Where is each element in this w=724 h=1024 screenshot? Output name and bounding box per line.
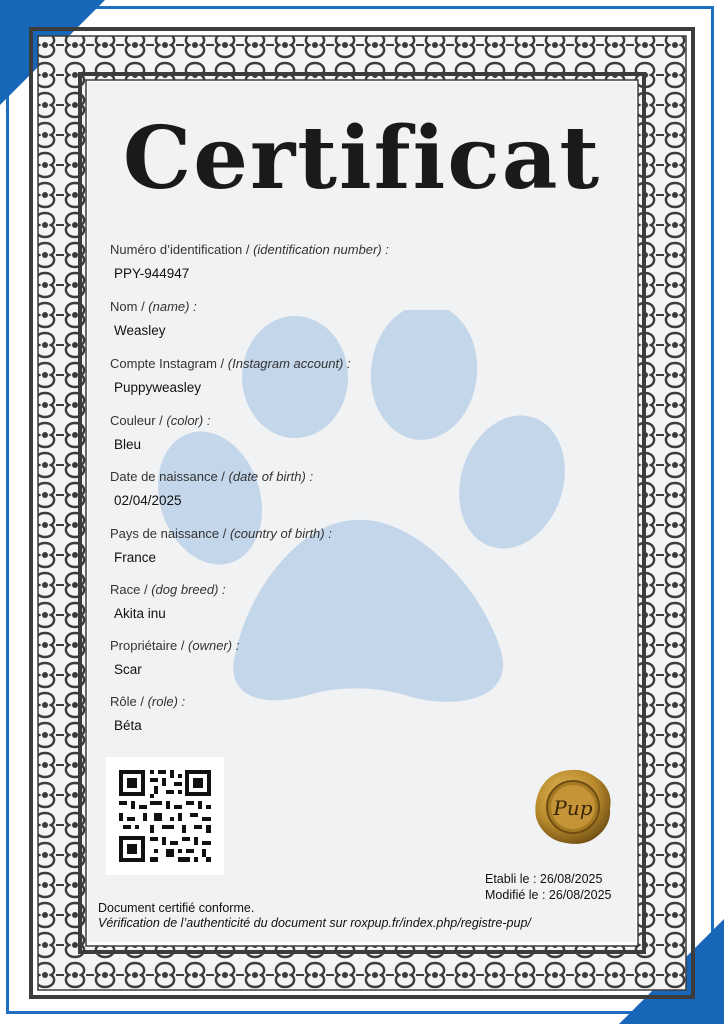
field-owner bbox=[110, 638, 239, 677]
certified-text: Document certifié conforme. bbox=[98, 901, 255, 915]
field-label-en: (owner) : bbox=[188, 638, 240, 653]
field-label-en: (color) : bbox=[166, 413, 211, 428]
field-label-en: (country of birth) : bbox=[229, 526, 332, 541]
field-separator: / bbox=[137, 299, 149, 314]
field-label-fr: Race bbox=[110, 582, 141, 597]
modified-date: Modifié le : 26/08/2025 bbox=[485, 888, 612, 902]
field-color bbox=[110, 413, 210, 452]
field-label-en: (date of birth) : bbox=[228, 469, 314, 484]
certificate-title: Certificat bbox=[122, 108, 602, 209]
field-label-fr: Compte Instagram bbox=[110, 356, 217, 371]
field-label-fr: Date de naissance bbox=[110, 469, 218, 484]
established-date: Etabli le : 26/08/2025 bbox=[485, 872, 603, 886]
field-name bbox=[110, 299, 197, 338]
field-label-fr: Rôle bbox=[110, 694, 137, 709]
field-value: Puppyweasley bbox=[114, 380, 202, 395]
footer bbox=[98, 901, 531, 931]
field-label-fr: Propriétaire bbox=[110, 638, 178, 653]
field-instagram-account bbox=[110, 356, 351, 395]
field-value: France bbox=[114, 550, 157, 565]
field-label-fr: Numéro d’identification bbox=[110, 242, 243, 257]
field-date-of-birth bbox=[110, 469, 313, 508]
verification-text: Vérification de l’authenticité du document sur roxpup.fr/index.php/registre-pup/ bbox=[98, 916, 531, 930]
field-separator: / bbox=[217, 469, 229, 484]
field-label-en: (Instagram account) : bbox=[227, 356, 351, 371]
field-label-fr: Nom bbox=[110, 299, 138, 314]
field-separator: / bbox=[242, 242, 254, 257]
field-value: PPY-944947 bbox=[114, 266, 190, 281]
field-value: Béta bbox=[114, 718, 142, 733]
field-separator: / bbox=[155, 413, 167, 428]
field-value: 02/04/2025 bbox=[114, 493, 182, 508]
field-value: Weasley bbox=[114, 323, 166, 338]
field-country-of-birth bbox=[110, 526, 332, 565]
field-identification-number bbox=[110, 242, 389, 281]
field-label-en: (dog breed) : bbox=[151, 582, 226, 597]
field-separator: / bbox=[219, 526, 230, 541]
field-value: Scar bbox=[114, 662, 142, 677]
field-label-en: (identification number) : bbox=[253, 242, 389, 257]
wax-seal-icon bbox=[533, 767, 613, 847]
field-role bbox=[110, 694, 185, 733]
field-dog-breed bbox=[110, 582, 226, 621]
field-label-fr: Couleur bbox=[110, 413, 156, 428]
field-value: Akita inu bbox=[114, 606, 166, 621]
field-label-fr: Pays de naissance bbox=[110, 526, 220, 541]
field-label-en: (name) : bbox=[148, 299, 197, 314]
field-separator: / bbox=[177, 638, 189, 653]
field-label-en: (role) : bbox=[147, 694, 186, 709]
qr-code-icon bbox=[106, 757, 224, 875]
seal-text: Pup bbox=[553, 796, 593, 820]
dates-block bbox=[485, 871, 611, 903]
field-separator: / bbox=[140, 582, 152, 597]
field-separator: / bbox=[136, 694, 148, 709]
field-separator: / bbox=[216, 356, 228, 371]
field-value: Bleu bbox=[114, 437, 142, 452]
